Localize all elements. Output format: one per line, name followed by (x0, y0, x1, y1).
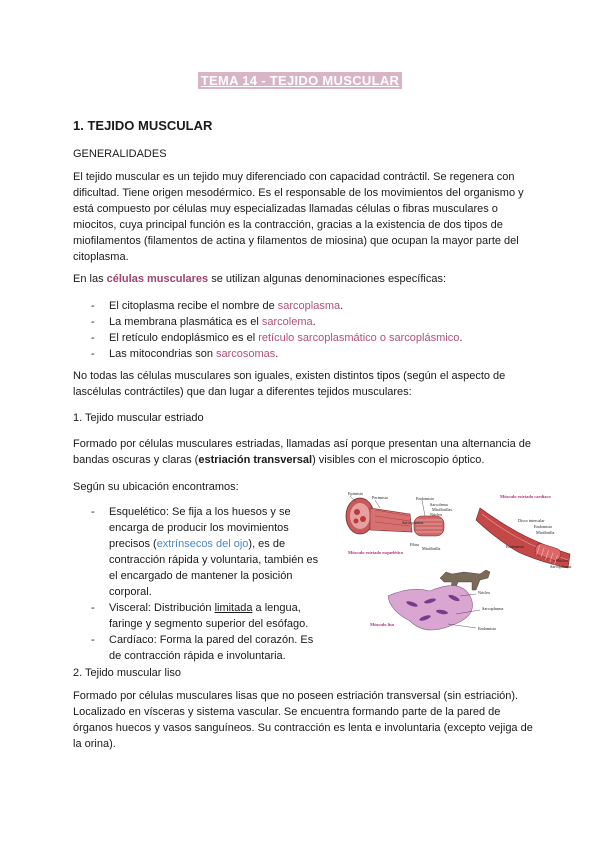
smooth-heading: 2. Tejido muscular liso (73, 667, 182, 679)
intro-paragraph: El tejido muscular es un tejido muy diferenciado con capacidad contráctil. Se regenera con dificultad. Tiene origen mesodérmico. Es el responsable de los movimientos del organismo y está compuesto por células muy especializadas llamadas células o fibras musculares o miocitos, cuya principal función es la contracción, gracias a la existencia de dos tipos de miofilamentos (filamentos de actina y filamentos de miosina) que ocupan la mayor parte del citoplasma. (73, 171, 524, 263)
smooth-muscle-drawing (388, 586, 480, 630)
caption-skeletal: Músculo estriado esquelético (348, 550, 404, 555)
label-sarcoplasma: Sarcoplasma (402, 520, 424, 525)
list-item: - Las mitocondrias son sarcosomas. (91, 346, 531, 362)
label-sarcoplasma-c: Sarcoplasma (550, 564, 572, 569)
striated-heading: 1. Tejido muscular estriado (73, 412, 204, 424)
section-heading: 1. TEJIDO MUSCULAR (73, 118, 213, 133)
list-item: - Esquelético: Se fija a los huesos y se encarga de producir los movimientos precisos (extrínsecos del ojo), es de contracción rápida y voluntaria, también es el encargado de mantener la posición corporal. (91, 504, 321, 600)
label-endomisio: Endomisio (416, 496, 435, 501)
smooth-description: Formado por células musculares lisas que no poseen estriación transversal (sin estriación). Localizado en vísceras y sistema vascular. Se encuentra formando parte de la pared de órganos huecos y vasos sanguíneos. Su contracción es lenta e involuntaria (excepto vejiga de la orina). (73, 690, 533, 750)
label-nucleo-c: Núcleo (556, 558, 569, 563)
denominations-list (91, 298, 531, 362)
label-disco-intercalar: Disco intercalar (518, 518, 545, 523)
list-item: - Visceral: Distribución limitada a lengua, faringe y segmento superior del esófago. (91, 600, 321, 632)
label-miofibrillas: Miofibrillas (432, 507, 453, 512)
striated-description: Formado por células musculares estriadas, llamadas así porque presentan una alternancia de bandas oscuras y claras (estriación transversal) visibles con el microscopio óptico. (73, 438, 531, 466)
list-item: - El citoplasma recibe el nombre de sarcoplasma. (91, 298, 531, 314)
striated-types-list (91, 504, 321, 664)
label-sarcolema: Sarcolema (430, 502, 448, 507)
caption-smooth: Músculo liso (370, 622, 395, 627)
label-perimisio: Perimisio (372, 495, 389, 500)
list-item: - Cardíaco: Forma la pared del corazón. Es de contracción rápida e involuntaria. (91, 632, 321, 664)
subheading: GENERALIDADES (73, 148, 167, 160)
caption-cardiac: Músculo estriado cardíaco (500, 494, 551, 499)
label-miofibrilla-c: Miofibrilla (536, 530, 555, 535)
label-nucleo-s: Núcleo (478, 590, 491, 595)
label-endomisio-c: Endomisio (534, 524, 553, 529)
document-title: TEMA 14 - TEJIDO MUSCULAR (198, 72, 402, 89)
denom-key: células musculares (106, 273, 209, 285)
label-fibra: Fibra (410, 542, 419, 547)
denom-pre: En las (73, 273, 107, 285)
label-epimisio: Epimisio (348, 491, 364, 496)
label-endomisio-c2: Endomisio (506, 544, 525, 549)
list-item: - La membrana plasmática es el sarcolema. (91, 314, 531, 330)
list-item: - El retículo endoplásmico es el retículo sarcoplasmático o sarcoplásmico. (91, 330, 531, 346)
denominations-intro (73, 271, 533, 287)
label-nucleo: Núcleo (430, 512, 443, 517)
label-miofibrilla: Miofibrilla (422, 546, 441, 551)
label-sarcoplasma-s: Sarcoplasma (482, 606, 504, 611)
denom-post: se utilizan algunas denominaciones específicas: (208, 273, 447, 285)
title-container (0, 72, 600, 90)
muscle-types-illustration (330, 486, 578, 644)
label-endomisio-s: Endomisio (478, 626, 497, 631)
types-intro: No todas las células musculares son iguales, existen distintos tipos (según el aspecto de lascélulas contráctiles) que dan lugar a diferentes tejidos musculares: (73, 370, 506, 398)
location-intro: Según su ubicación encontramos: (73, 481, 239, 493)
